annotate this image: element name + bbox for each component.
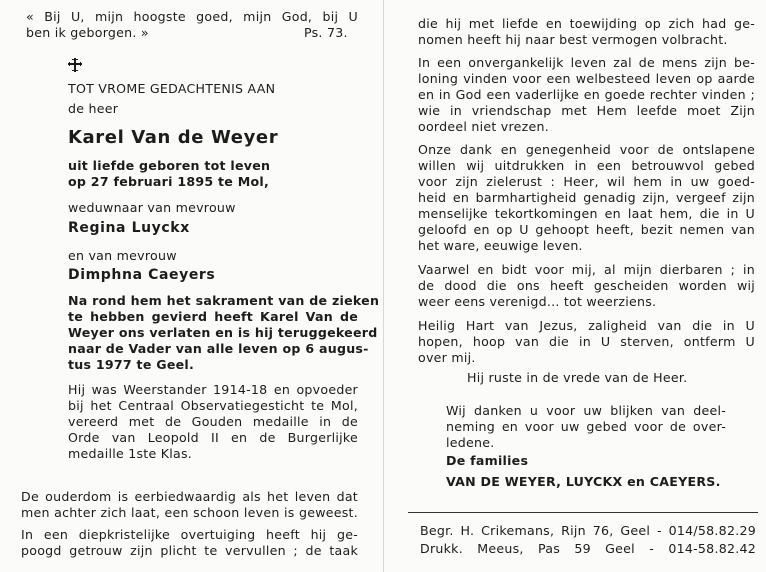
reward-line-5: oordeel niet vrezen. <box>418 119 549 134</box>
acknowledgement-line-1: Wij danken u voor uw blijken van deel- <box>446 403 726 418</box>
task-line-2: nomen heeft hij naar best vermogen volbracht. <box>418 32 728 47</box>
and-of-label: en van mevrouw <box>68 248 177 263</box>
death-line-3: Weyer ons verlaten en is hij teruggekeerd <box>68 325 378 340</box>
bio-line-4: Orde van Leopold II en de Burgerlijke <box>68 430 358 445</box>
reward-line-4: wie in vriendschap met Hem leefde moet Zijn <box>418 103 755 118</box>
widower-of-label: weduwnaar van mevrouw <box>68 200 236 215</box>
bio-line-5: medaille 1ste Klas. <box>68 446 193 461</box>
rest-in-peace-line: Hij ruste in de vrede van de Heer. <box>467 370 688 385</box>
birth-line-2: op 27 februari 1895 te Mol, <box>68 174 269 189</box>
age-line-2: men achter zich laat, een schoon leven is geweest. <box>21 505 358 520</box>
reward-line-3: en in God een vaderlijke en goede rechter vinden ; <box>418 87 755 102</box>
cross-icon <box>68 58 82 72</box>
death-line-2: te hebben gevierd heeft Karel Van de <box>68 309 358 324</box>
families-names: VAN DE WEYER, LUYCKX en CAEYERS. <box>446 474 721 489</box>
thanks-line-7: het ware, eeuwige leven. <box>418 238 583 253</box>
farewell-line-2: de dood die ons heeft gescheiden worden wij <box>418 278 755 293</box>
farewell-line-3: weer eens verenigd... tot weerziens. <box>418 294 657 309</box>
printer-line-2: Drukk. Meeus, Pas 59 Geel - 014-58.82.42 <box>420 541 756 556</box>
prayer-line-2: hopen, hoop van die in U sterven, ontferm U <box>418 334 755 349</box>
spouse-name-2: Dimphna Caeyers <box>68 267 216 283</box>
psalm-quote-line-1: « Bij U, mijn hoogste goed, mijn God, bij U <box>26 9 358 24</box>
conviction-line-2: poogd getrouw zijn plicht te vervullen ; de taak <box>21 543 358 558</box>
prayer-line-3: over mij. <box>418 350 476 365</box>
birth-line-1: uit liefde geboren tot leven <box>68 158 271 173</box>
farewell-line-1: Vaarwel en bidt voor mij, al mijn dierbaren ; in <box>418 262 755 277</box>
families-label: De families <box>446 453 529 468</box>
de-heer-label: de heer <box>68 101 119 116</box>
thanks-line-5: menselijke tekortkomingen en laat hem, die in U <box>418 206 755 221</box>
thanks-line-2: willen wij uitdrukken in een betrouwvol gebed <box>418 158 755 173</box>
reward-line-2: loning vinden voor een welbesteed leven op aarde <box>418 71 755 86</box>
reward-line-1: In een onvergankelijk leven zal de mens zijn be- <box>418 55 755 70</box>
thanks-line-4: heid en barmhartigheid genadig zijn, vergeef zijn <box>418 190 755 205</box>
fold-divider <box>383 0 384 572</box>
thanks-line-1: Onze dank en genegenheid voor de ontslapene <box>418 142 755 157</box>
task-line-1: die hij met liefde en toewijding op zich had ge- <box>418 16 755 31</box>
psalm-reference: Ps. 73. <box>304 25 348 40</box>
age-line-1: De ouderdom is eerbiedwaardig als het leven dat <box>21 489 358 504</box>
deceased-name: Karel Van de Weyer <box>68 127 279 148</box>
conviction-line-1: In een diepkristelijke overtuiging heeft hij ge- <box>21 527 358 542</box>
printer-divider <box>408 512 758 513</box>
death-line-5: tus 1977 te Geel. <box>68 357 195 372</box>
psalm-quote-line-2: ben ik geborgen. » <box>26 25 149 40</box>
acknowledgement-line-2: neming en voor uw gebed voor de over- <box>446 419 726 434</box>
death-line-1: Na rond hem het sakrament van de zieken <box>68 293 380 308</box>
memorial-heading: TOT VROME GEDACHTENIS AAN <box>68 81 276 96</box>
acknowledgement-line-3: ledene. <box>446 435 495 450</box>
death-line-4: naar de Vader van alle leven op 6 augus- <box>68 341 369 356</box>
prayer-line-1: Heilig Hart van Jezus, zaligheid van die in U <box>418 318 755 333</box>
printer-line-1: Begr. H. Crikemans, Rijn 76, Geel - 014/58.82.29 <box>420 523 756 538</box>
thanks-line-6: geloofd en op U gehoopt heeft, bezit nemen van <box>418 222 755 237</box>
spouse-name-1: Regina Luyckx <box>68 220 190 236</box>
bio-line-2: bij het Centraal Observatiegesticht te Mol, <box>68 398 358 413</box>
bio-line-1: Hij was Weerstander 1914-18 en opvoeder <box>68 382 358 397</box>
bio-line-3: vereerd met de Gouden medaille in de <box>68 414 358 429</box>
thanks-line-3: voor zijn zielerust : Heer, wil hem in uw goed- <box>418 174 755 189</box>
